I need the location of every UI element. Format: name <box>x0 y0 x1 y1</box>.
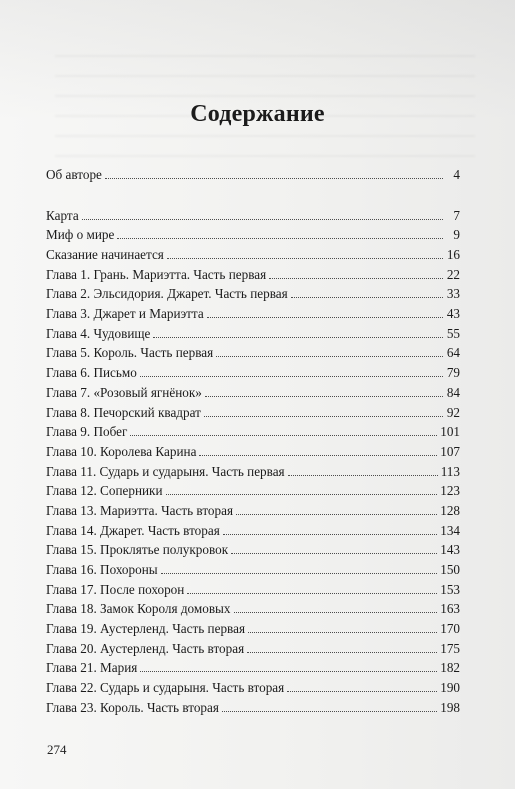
dot-leader <box>205 396 443 397</box>
toc-entry-title: Глава 9. Побег <box>46 424 128 439</box>
toc-entry-page-number: 123 <box>440 483 460 498</box>
dot-leader <box>223 534 437 535</box>
toc-entry-page-number: 198 <box>440 700 460 715</box>
toc-entry <box>46 479 460 499</box>
toc-entry <box>46 341 460 361</box>
toc-entry-title: Глава 22. Сударь и сударыня. Часть вторая <box>46 680 285 695</box>
dot-leader <box>166 494 438 495</box>
toc-entry-page-number: 92 <box>446 405 460 420</box>
dot-leader <box>187 593 437 594</box>
toc-entry-page-number: 64 <box>446 345 460 360</box>
toc-entry-page-number: 22 <box>446 267 460 282</box>
dot-leader <box>167 258 443 259</box>
toc-entry <box>46 381 460 401</box>
toc-entry-page-number: 43 <box>446 306 460 321</box>
dot-leader <box>140 376 443 377</box>
toc-entry <box>46 558 460 578</box>
toc-entry-title: Глава 21. Мария <box>46 660 138 675</box>
toc-entry-title: Глава 11. Сударь и сударыня. Часть первая <box>46 464 285 479</box>
toc-entry <box>46 696 460 716</box>
toc-entry-title: Глава 18. Замок Короля домовых <box>46 601 231 616</box>
toc-entry <box>46 637 460 657</box>
toc-entry-page-number: 128 <box>440 503 460 518</box>
toc-entry <box>46 401 460 421</box>
page-title: Содержание <box>190 101 325 127</box>
toc-entry-title: Глава 3. Джарет и Мариэтта <box>46 306 204 321</box>
toc-entry-page-number: 113 <box>440 464 460 479</box>
toc-entry-title: Сказание начинается <box>46 247 164 262</box>
toc-entry-title: Глава 14. Джарет. Часть вторая <box>46 523 220 538</box>
dot-leader <box>130 435 437 436</box>
dot-leader <box>153 337 443 338</box>
toc-entry-page-number: 79 <box>446 365 460 380</box>
toc-entry-page-number: 182 <box>440 660 460 675</box>
toc-entry <box>46 204 460 224</box>
toc-entry-page-number: 55 <box>446 326 460 341</box>
toc-entry-page-number: 134 <box>440 523 460 538</box>
toc-entry-title: Глава 6. Письмо <box>46 365 137 380</box>
toc-entry <box>46 538 460 558</box>
toc-entry-title: Глава 19. Аустерленд. Часть первая <box>46 621 246 636</box>
toc-entry-page-number: 153 <box>440 582 460 597</box>
toc-entry <box>46 617 460 637</box>
toc-entry-title: Глава 23. Король. Часть вторая <box>46 700 219 715</box>
dot-leader <box>117 238 443 239</box>
toc-entry-title: Глава 16. Похороны <box>46 562 158 577</box>
dot-leader <box>216 356 443 357</box>
toc-entry <box>46 597 460 617</box>
toc-entry-title: Глава 15. Проклятье полукровок <box>46 542 229 557</box>
toc-entry <box>46 656 460 676</box>
toc-entry-page-number: 175 <box>440 641 460 656</box>
dot-leader <box>287 691 437 692</box>
dot-leader <box>291 297 443 298</box>
dot-leader <box>204 416 443 417</box>
toc-entry-title: Глава 5. Король. Часть первая <box>46 345 214 360</box>
toc-entry <box>46 322 460 342</box>
toc-entry <box>46 163 460 183</box>
toc-entry-page-number: 163 <box>440 601 460 616</box>
toc-entry-page-number: 107 <box>440 444 460 459</box>
toc-entry-page-number: 33 <box>446 286 460 301</box>
toc-entry-title: Об авторе <box>46 167 102 182</box>
dot-leader <box>161 573 438 574</box>
toc-entry-title: Глава 4. Чудовище <box>46 326 151 341</box>
dot-leader <box>140 671 437 672</box>
toc-entry-title: Глава 12. Соперники <box>46 483 163 498</box>
dot-leader <box>207 317 443 318</box>
dot-leader <box>222 711 437 712</box>
toc-entry-page-number: 16 <box>446 247 460 262</box>
toc-entry-title: Глава 1. Грань. Мариэтта. Часть первая <box>46 267 267 282</box>
toc-entry <box>46 263 460 283</box>
dot-leader <box>269 278 443 279</box>
dot-leader <box>105 178 443 179</box>
dot-leader <box>236 514 437 515</box>
toc-entry-title: Карта <box>46 208 79 223</box>
dot-leader <box>199 455 437 456</box>
toc-entry <box>46 223 460 243</box>
toc-entry-title: Глава 2. Эльсидория. Джарет. Часть первая <box>46 286 288 301</box>
toc-entry <box>46 578 460 598</box>
dot-leader <box>247 652 437 653</box>
toc-entry-page-number: 7 <box>453 208 460 223</box>
dot-leader <box>288 475 438 476</box>
dot-leader <box>234 612 438 613</box>
toc-entry-page-number: 190 <box>440 680 460 695</box>
toc-entry-title: Глава 20. Аустерленд. Часть вторая <box>46 641 245 656</box>
dot-leader <box>82 219 443 220</box>
dot-leader <box>248 632 437 633</box>
toc-entry-title: Миф о мире <box>46 227 115 242</box>
toc-entry-page-number: 9 <box>453 227 460 242</box>
toc-entry-page-number: 143 <box>440 542 460 557</box>
toc-entry <box>46 519 460 539</box>
toc-entry-page-number: 84 <box>446 385 460 400</box>
toc-entry <box>46 676 460 696</box>
toc-entry <box>46 302 460 322</box>
toc-entry-title: Глава 17. После похорон <box>46 582 185 597</box>
toc-entry-page-number: 4 <box>453 167 460 182</box>
toc-entry <box>46 361 460 381</box>
toc-entry-title: Глава 10. Королева Карина <box>46 444 197 459</box>
toc-entry-page-number: 101 <box>440 424 460 439</box>
toc-entry <box>46 243 460 263</box>
toc-entry <box>46 460 460 480</box>
page-number: 274 <box>47 742 67 757</box>
toc-entry <box>46 440 460 460</box>
toc-entry-page-number: 170 <box>440 621 460 636</box>
toc-entry-title: Глава 7. «Розовый ягнёнок» <box>46 385 202 400</box>
toc-entry-title: Глава 13. Мариэтта. Часть вторая <box>46 503 234 518</box>
toc-entry <box>46 499 460 519</box>
dot-leader <box>231 553 437 554</box>
toc-entry-page-number: 150 <box>440 562 460 577</box>
toc-entry-title: Глава 8. Печорский квадрат <box>46 405 201 420</box>
toc-entry <box>46 282 460 302</box>
toc-entry <box>46 420 460 440</box>
